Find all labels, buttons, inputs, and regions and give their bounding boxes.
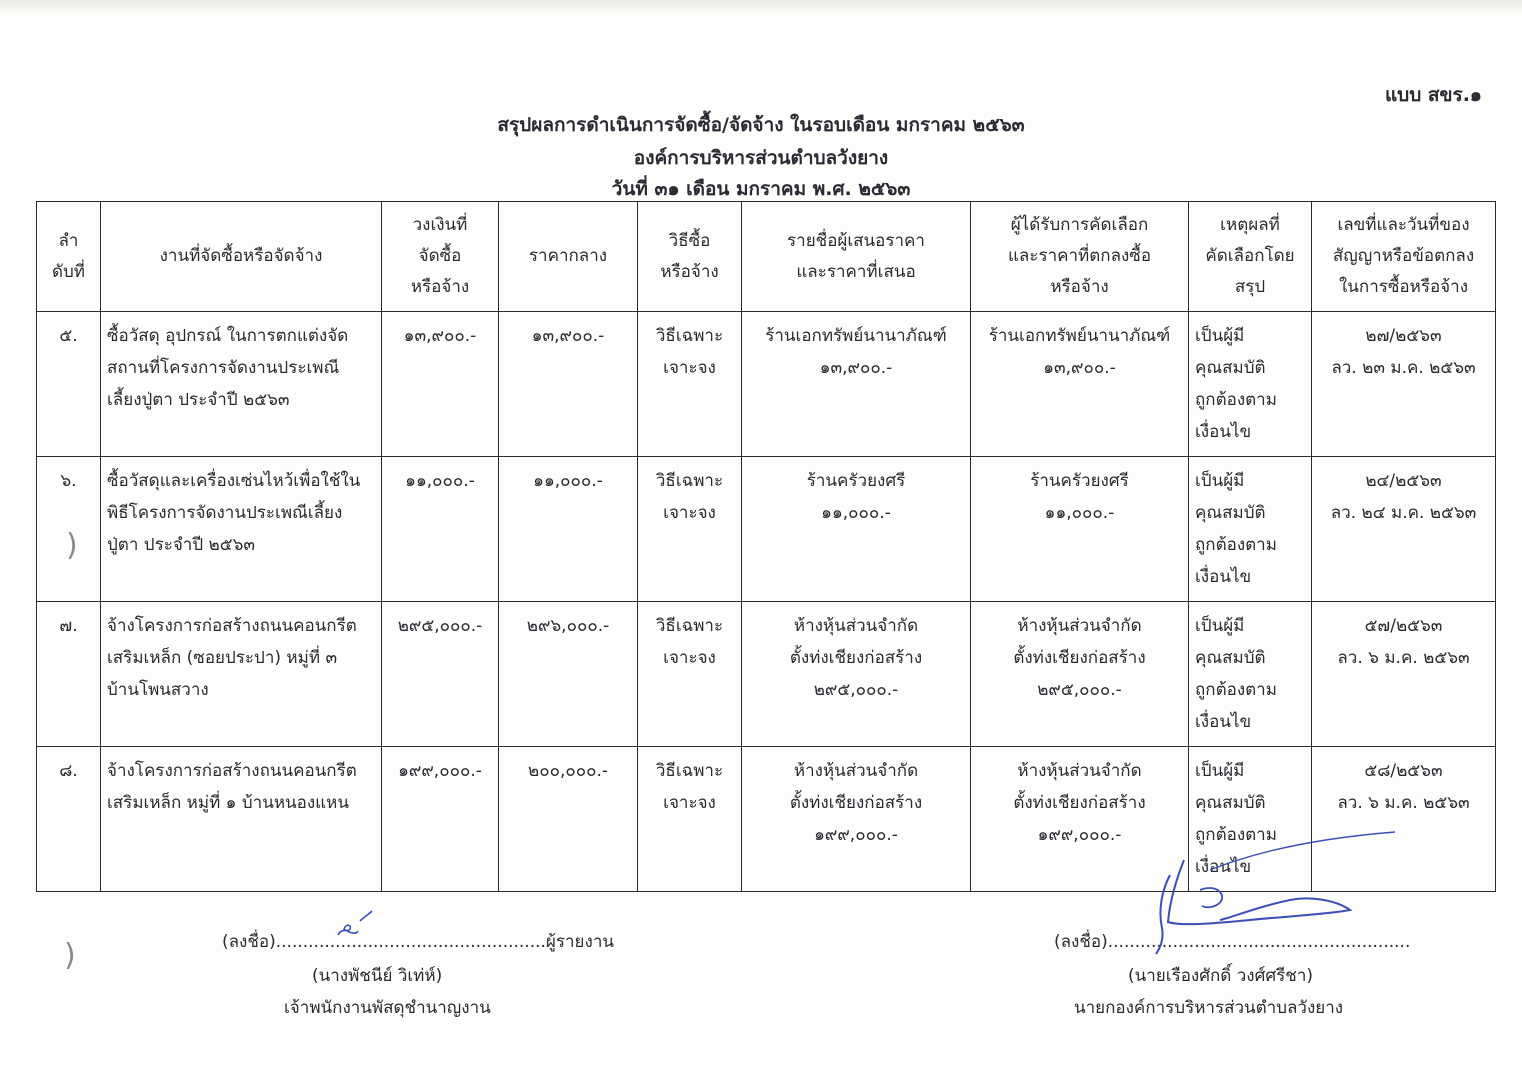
header-item: งานที่จัดซื้อหรือจัดจ้าง [101, 202, 382, 312]
cell-no: ๗. [37, 602, 101, 747]
header-budget: วงเงินที่ จัดซื้อ หรือจ้าง [382, 202, 499, 312]
cell-contract: ๒๔/๒๕๖๓ ลว. ๒๔ ม.ค. ๒๕๖๓ [1312, 457, 1496, 602]
cell-item: จ้างโครงการก่อสร้างถนนคอนกรีต เสริมเหล็ก (ซอยประปา) หมู่ที่ ๓ บ้านโพนสวาง [101, 602, 382, 747]
header-no: ลำ ดับที่ [37, 202, 101, 312]
cell-median-price: ๒๙๖,๐๐๐.- [499, 602, 638, 747]
table-row [37, 312, 1496, 457]
cell-method: วิธีเฉพาะ เจาะจง [638, 312, 742, 457]
cell-budget: ๑๓,๙๐๐.- [382, 312, 499, 457]
cell-winner: ร้านเอกทรัพย์นานาภัณฑ์ ๑๓,๙๐๐.- [971, 312, 1189, 457]
cell-reason: เป็นผู้มี คุณสมบัติ ถูกต้องตาม เงื่อนไข [1189, 747, 1312, 892]
cell-item: ซื้อวัสดุและเครื่องเซ่นไหว้เพื่อใช้ใน พิธีโครงการจัดงานประเพณีเลี้ยง ปู่ตา ประจำปี ๒๕๖๓ [101, 457, 382, 602]
table-header-row [37, 202, 1496, 312]
header-reason: เหตุผลที่ คัดเลือกโดย สรุป [1189, 202, 1312, 312]
reporter-handwritten-signature [330, 905, 380, 945]
cell-winner: ห้างหุ้นส่วนจำกัด ตั้งท่งเชียงก่อสร้าง ๒๙๕,๐๐๐.- [971, 602, 1189, 747]
cell-winner: ห้างหุ้นส่วนจำกัด ตั้งท่งเชียงก่อสร้าง ๑๙๙,๐๐๐.- [971, 747, 1189, 892]
cell-no: ๘. [37, 747, 101, 892]
scan-top-shadow [0, 0, 1522, 14]
header-median-price: ราคากลาง [499, 202, 638, 312]
cell-budget: ๑๑,๐๐๐.- [382, 457, 499, 602]
reporter-signature-line: (ลงชื่อ)..................................................ผู้รายงาน [222, 932, 614, 952]
approver-name: (นายเรืองศักดิ์ วงศ์ศรีชา) [1128, 966, 1314, 986]
cell-reason: เป็นผู้มี คุณสมบัติ ถูกต้องตาม เงื่อนไข [1189, 312, 1312, 457]
table-row [37, 602, 1496, 747]
cell-budget: ๒๙๕,๐๐๐.- [382, 602, 499, 747]
punch-hole-mark: ) [64, 938, 76, 973]
document-title: สรุปผลการดำเนินการจัดซื้อ/จัดจ้าง ในรอบเดือน มกราคม ๒๕๖๓ [497, 114, 1025, 136]
cell-bidders: ร้านเอกทรัพย์นานาภัณฑ์ ๑๓,๙๐๐.- [742, 312, 971, 457]
cell-reason: เป็นผู้มี คุณสมบัติ ถูกต้องตาม เงื่อนไข [1189, 602, 1312, 747]
cell-bidders: ร้านครัวยงศรี ๑๑,๐๐๐.- [742, 457, 971, 602]
cell-item: จ้างโครงการก่อสร้างถนนคอนกรีต เสริมเหล็ก หมู่ที่ ๑ บ้านหนองแหน [101, 747, 382, 892]
cell-budget: ๑๙๙,๐๐๐.- [382, 747, 499, 892]
document-date: วันที่ ๓๑ เดือน มกราคม พ.ศ. ๒๕๖๓ [611, 178, 911, 200]
cell-median-price: ๑๓,๙๐๐.- [499, 312, 638, 457]
header-bidders: รายชื่อผู้เสนอราคา และราคาที่เสนอ [742, 202, 971, 312]
cell-method: วิธีเฉพาะ เจาะจง [638, 457, 742, 602]
cell-reason: เป็นผู้มี คุณสมบัติ ถูกต้องตาม เงื่อนไข [1189, 457, 1312, 602]
header-winner: ผู้ได้รับการคัดเลือก และราคาที่ตกลงซื้อ หรือจ้าง [971, 202, 1189, 312]
cell-bidders: ห้างหุ้นส่วนจำกัด ตั้งท่งเชียงก่อสร้าง ๑๙๙,๐๐๐.- [742, 747, 971, 892]
table-row [37, 457, 1496, 602]
cell-contract: ๒๗/๒๕๖๓ ลว. ๒๓ ม.ค. ๒๕๖๓ [1312, 312, 1496, 457]
punch-hole-mark: ) [66, 528, 78, 563]
organization-name: องค์การบริหารส่วนตำบลวังยาง [633, 147, 889, 169]
cell-no: ๖. [37, 457, 101, 602]
cell-item: ซื้อวัสดุ อุปกรณ์ ในการตกแต่งจัด สถานที่โครงการจัดงานประเพณี เลี้ยงปู่ตา ประจำปี ๒๕๖๓ [101, 312, 382, 457]
reporter-name: (นางพัชนีย์ วิเท่ห์) [312, 966, 443, 986]
approver-signature-line: (ลงชื่อ)........................................................ [1054, 932, 1411, 952]
cell-median-price: ๒๐๐,๐๐๐.- [499, 747, 638, 892]
cell-method: วิธีเฉพาะ เจาะจง [638, 602, 742, 747]
procurement-table [36, 201, 1496, 892]
cell-no: ๕. [37, 312, 101, 457]
header-contract: เลขที่และวันที่ของ สัญญาหรือข้อตกลง ในการซื้อหรือจ้าง [1312, 202, 1496, 312]
approver-position: นายกองค์การบริหารส่วนตำบลวังยาง [1074, 998, 1344, 1018]
form-code: แบบ สขร.๑ [1384, 84, 1482, 106]
approver-handwritten-signature [1140, 830, 1400, 960]
reporter-position: เจ้าพนักงานพัสดุชำนาญงาน [284, 998, 491, 1018]
header-method: วิธีซื้อ หรือจ้าง [638, 202, 742, 312]
cell-contract: ๕๗/๒๕๖๓ ลว. ๖ ม.ค. ๒๕๖๓ [1312, 602, 1496, 747]
cell-winner: ร้านครัวยงศรี ๑๑,๐๐๐.- [971, 457, 1189, 602]
cell-bidders: ห้างหุ้นส่วนจำกัด ตั้งท่งเชียงก่อสร้าง ๒๙๕,๐๐๐.- [742, 602, 971, 747]
cell-median-price: ๑๑,๐๐๐.- [499, 457, 638, 602]
cell-contract: ๕๘/๒๕๖๓ ลว. ๖ ม.ค. ๒๕๖๓ [1312, 747, 1496, 892]
cell-method: วิธีเฉพาะ เจาะจง [638, 747, 742, 892]
